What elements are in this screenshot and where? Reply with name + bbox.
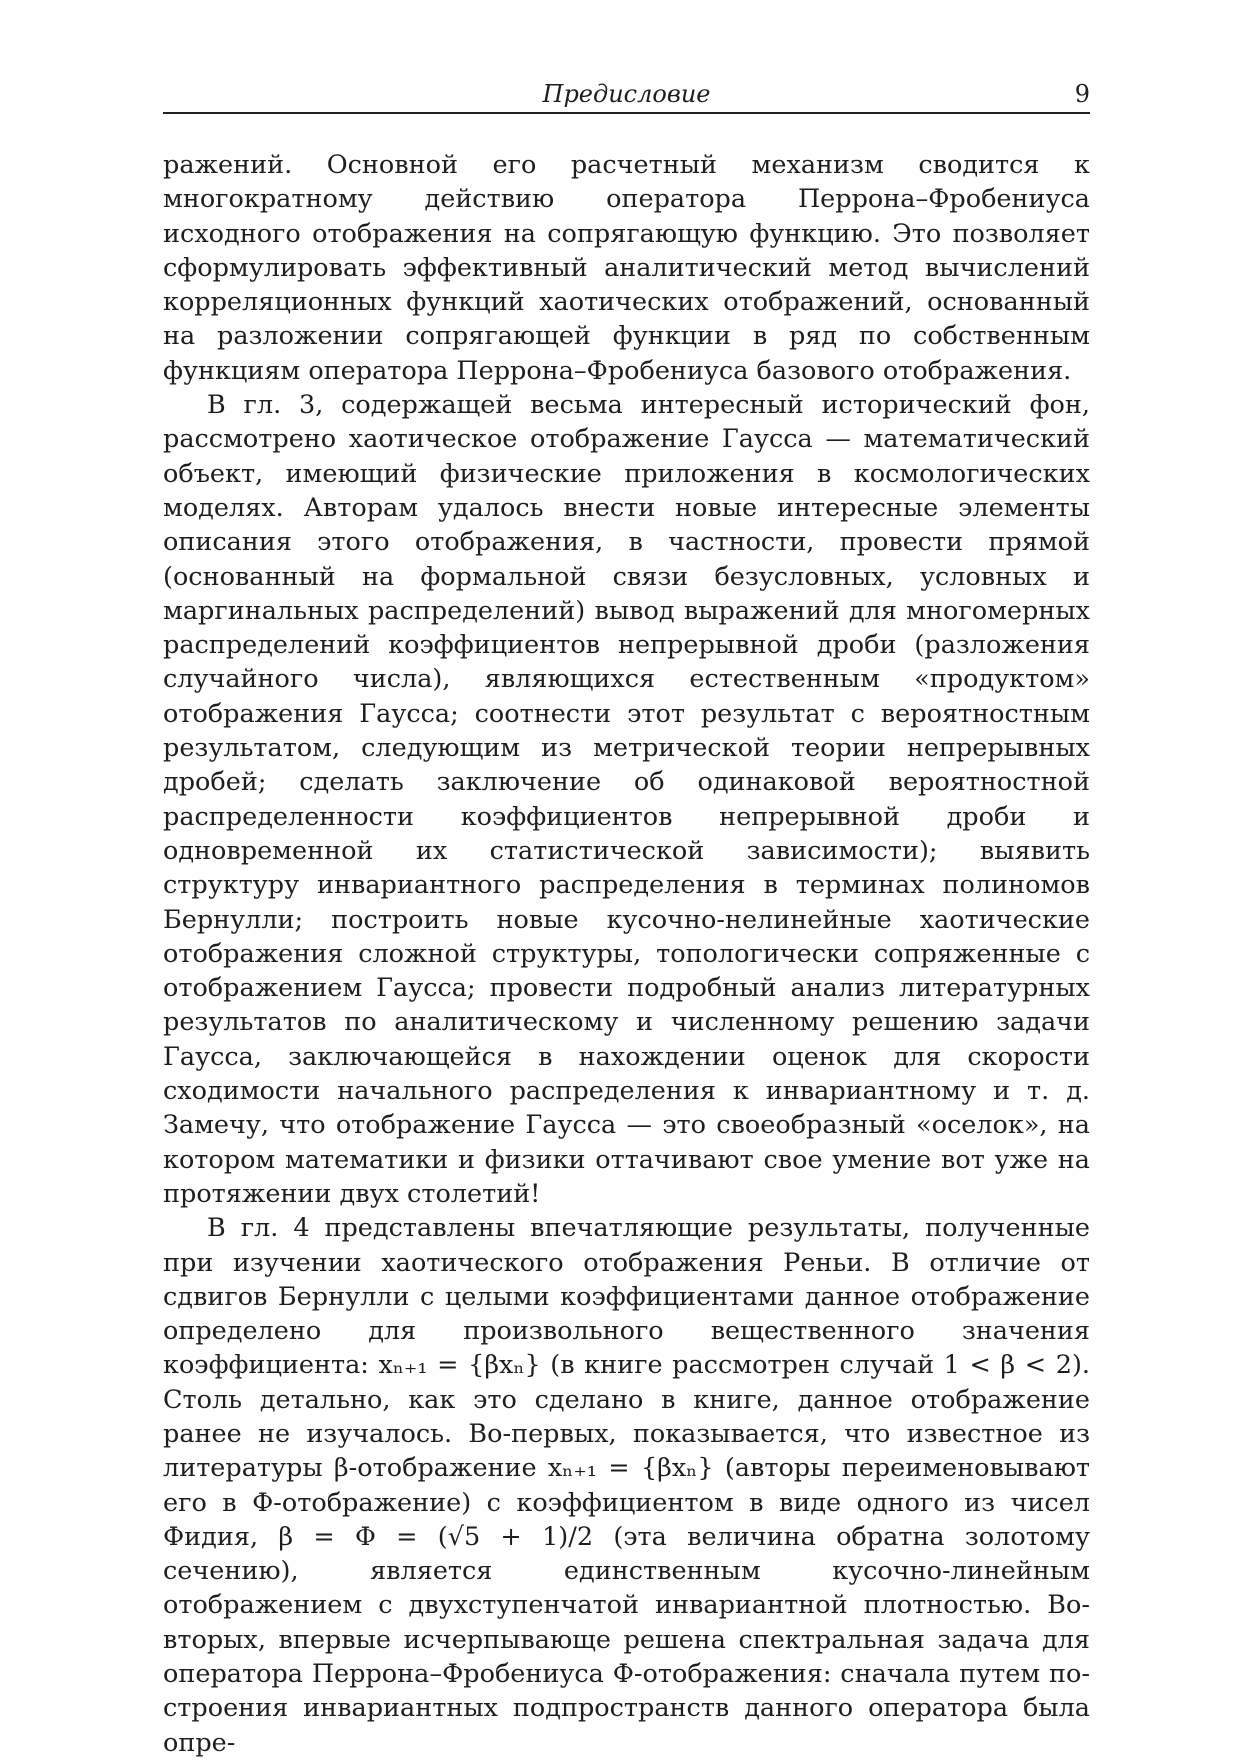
paragraph-2: В гл. 3, содержащей весьма интересный исторический фон, рассмотрено хаотическое отображение Гаусса — математический объект, имеющий физические приложения в космологических моделях. Авторам удалось внести новые интересные элементы описания этого отображения, в частности, провести прямой (основанный на формальной связи безусловных, условных и маргинальных распределений) вывод выражений для многомерных распределений коэффициентов непрерывной дроби (разложения случайного числа), являющихся естественным «продуктом» отображения Гаусса; соотнести этот результат с вероятностным результатом, следующим из метрической теории непрерывных дробей; сделать заключение об одинаковой вероятностной распределенности коэффициентов непрерывной дроби и одновременной их статистической зависимости); выявить структуру инвариантного распределения в терминах полиномов Бернулли; построить новые кусочно-нелинейные хаотические отображения сложной структуры, топологически сопряженные с отображением Гаусса; провести подробный анализ литературных результатов по аналитическому и численному решению задачи Гаусса, заключающейся в нахождении оценок для скорости сходимости начального распределения к инвариантному и т. д. Замечу, что отображение Гаусса — это своеобразный «оселок», на котором математики и физики оттачивают свое умение вот уже на протяжении двух столетий! <box>163 390 1090 1209</box>
body-text <box>163 148 1090 1760</box>
page-number: 9 <box>1074 80 1090 108</box>
paragraph-3: В гл. 4 представлены впечатляющие результаты, полученные при изучении хаотического отображения Реньи. В отличие от сдвигов Бернулли с целыми коэффициентами данное отображение определено для произвольного вещественного значения коэффициента: xₙ₊₁ = {βxₙ} (в книге рассмотрен случай 1 < β < 2). Столь детально, как это сделано в книге, данное отображение ранее не изучалось. Во-первых, показывается, что известное из литературы β-отображение xₙ₊₁ = {βxₙ} (авторы переименовывают его в Ф-отображение) с коэффициентом в виде одного из чисел Фидия, β = Φ = (√5 + 1)/2 (эта величина обратна золотому сечению), является единственным кусочно-линейным отображением с двухступенчатой инвариантной плотностью. Во-вторых, впервые исчерпывающе решена спектральная задача для оператора Перрона–Фробениуса Ф-отображения: сначала путем построения инвариантных подпространств данного оператора была опре- <box>163 1213 1090 1758</box>
running-header <box>163 78 1090 114</box>
paragraph-1: ражений. Основной его расчетный механизм сводится к многократному действию оператора Перрона–Фробениуса исходного отображения на сопрягающую функцию. Это позволяет сформулировать эффективный аналитический метод вычислений корреляционных функций хаотических отображений, основанный на разложении сопрягающей функции в ряд по собственным функциям оператора Перрона–Фробениуса базового отображения. <box>163 150 1090 386</box>
chapter-title: Предисловие <box>542 80 711 108</box>
